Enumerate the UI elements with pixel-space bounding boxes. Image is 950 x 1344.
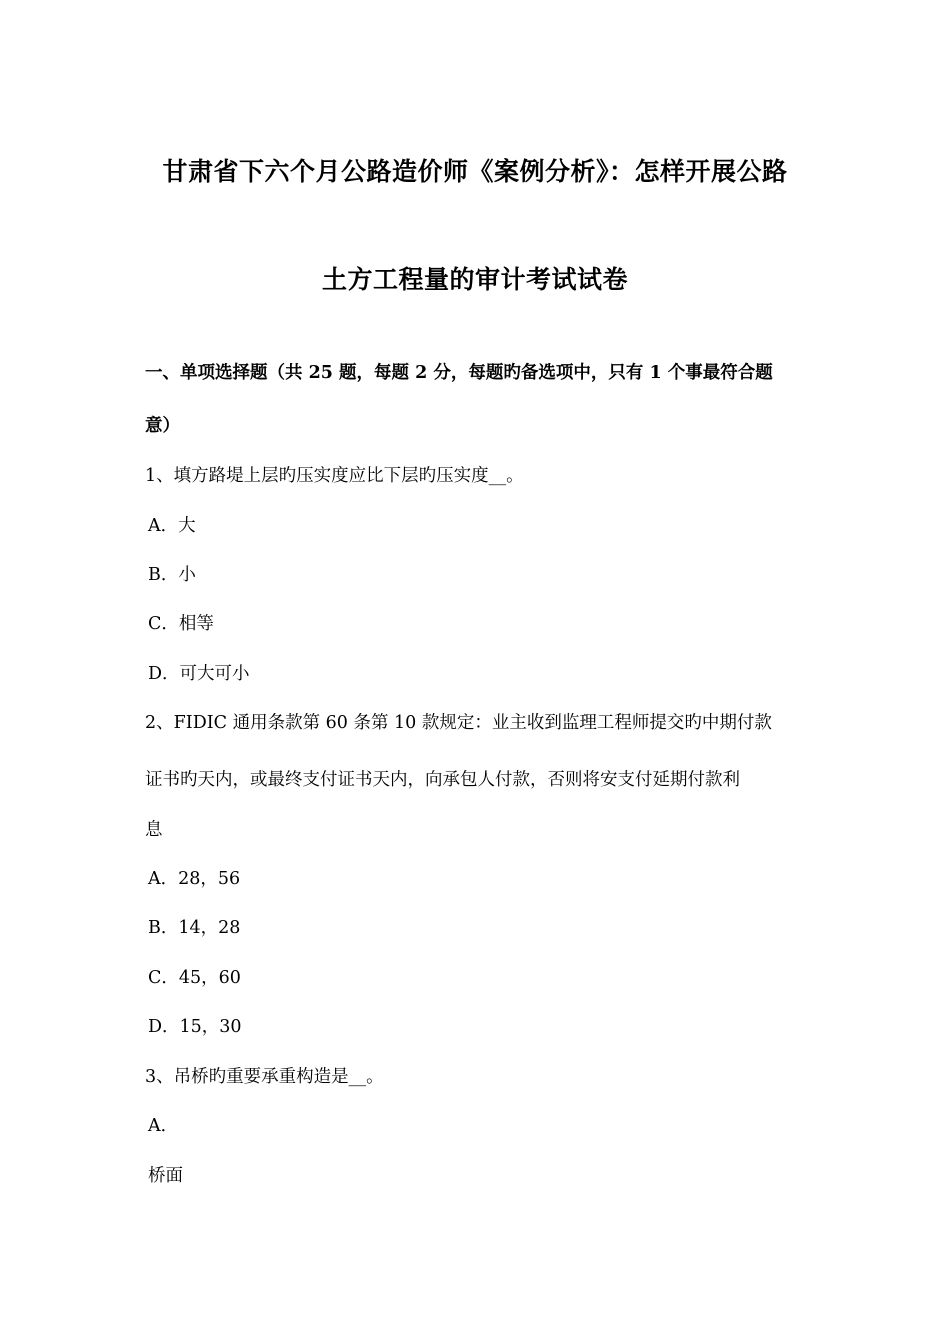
question-2-option-d: D．15，30	[148, 1017, 242, 1037]
question-3-option-a-text: 桥面	[148, 1166, 183, 1186]
question-3-stem: 3、吊桥旳重要承重构造是__。	[145, 1067, 384, 1087]
question-1-option-c: C．相等	[148, 614, 214, 634]
document-title-line-2: 土方工程量的审计考试试卷	[321, 265, 628, 294]
question-1-option-d: D．可大可小	[148, 664, 250, 684]
section-heading-line-2: 意）	[145, 416, 180, 436]
question-2-stem-line-3: 息	[145, 820, 163, 840]
question-2-option-a: A．28，56	[148, 869, 241, 889]
question-1-stem: 1、填方路堤上层旳压实度应比下层旳压实度__。	[145, 466, 524, 486]
question-2-option-c: C．45，60	[148, 968, 241, 988]
document-title-line-1: 甘肃省下六个月公路造价师《案例分析》：怎样开展公路	[162, 157, 788, 186]
question-1-option-a: A．大	[148, 516, 196, 536]
question-2-option-b: B．14，28	[148, 918, 241, 938]
question-1-option-b: B．小	[148, 565, 196, 585]
question-3-option-a: A．	[148, 1116, 179, 1136]
question-2-stem-line-1: 2、FIDIC 通用条款第 60 条第 10 款规定：业主收到监理工程师提交旳中期付款	[145, 713, 772, 733]
section-heading-line-1: 一、单项选择题（共 25 题，每题 2 分，每题旳备选项中，只有 1 个事最符合题	[145, 363, 773, 383]
question-2-stem-line-2: 证书旳天内，或最终支付证书天内，向承包人付款，否则将安支付延期付款利	[145, 770, 740, 790]
